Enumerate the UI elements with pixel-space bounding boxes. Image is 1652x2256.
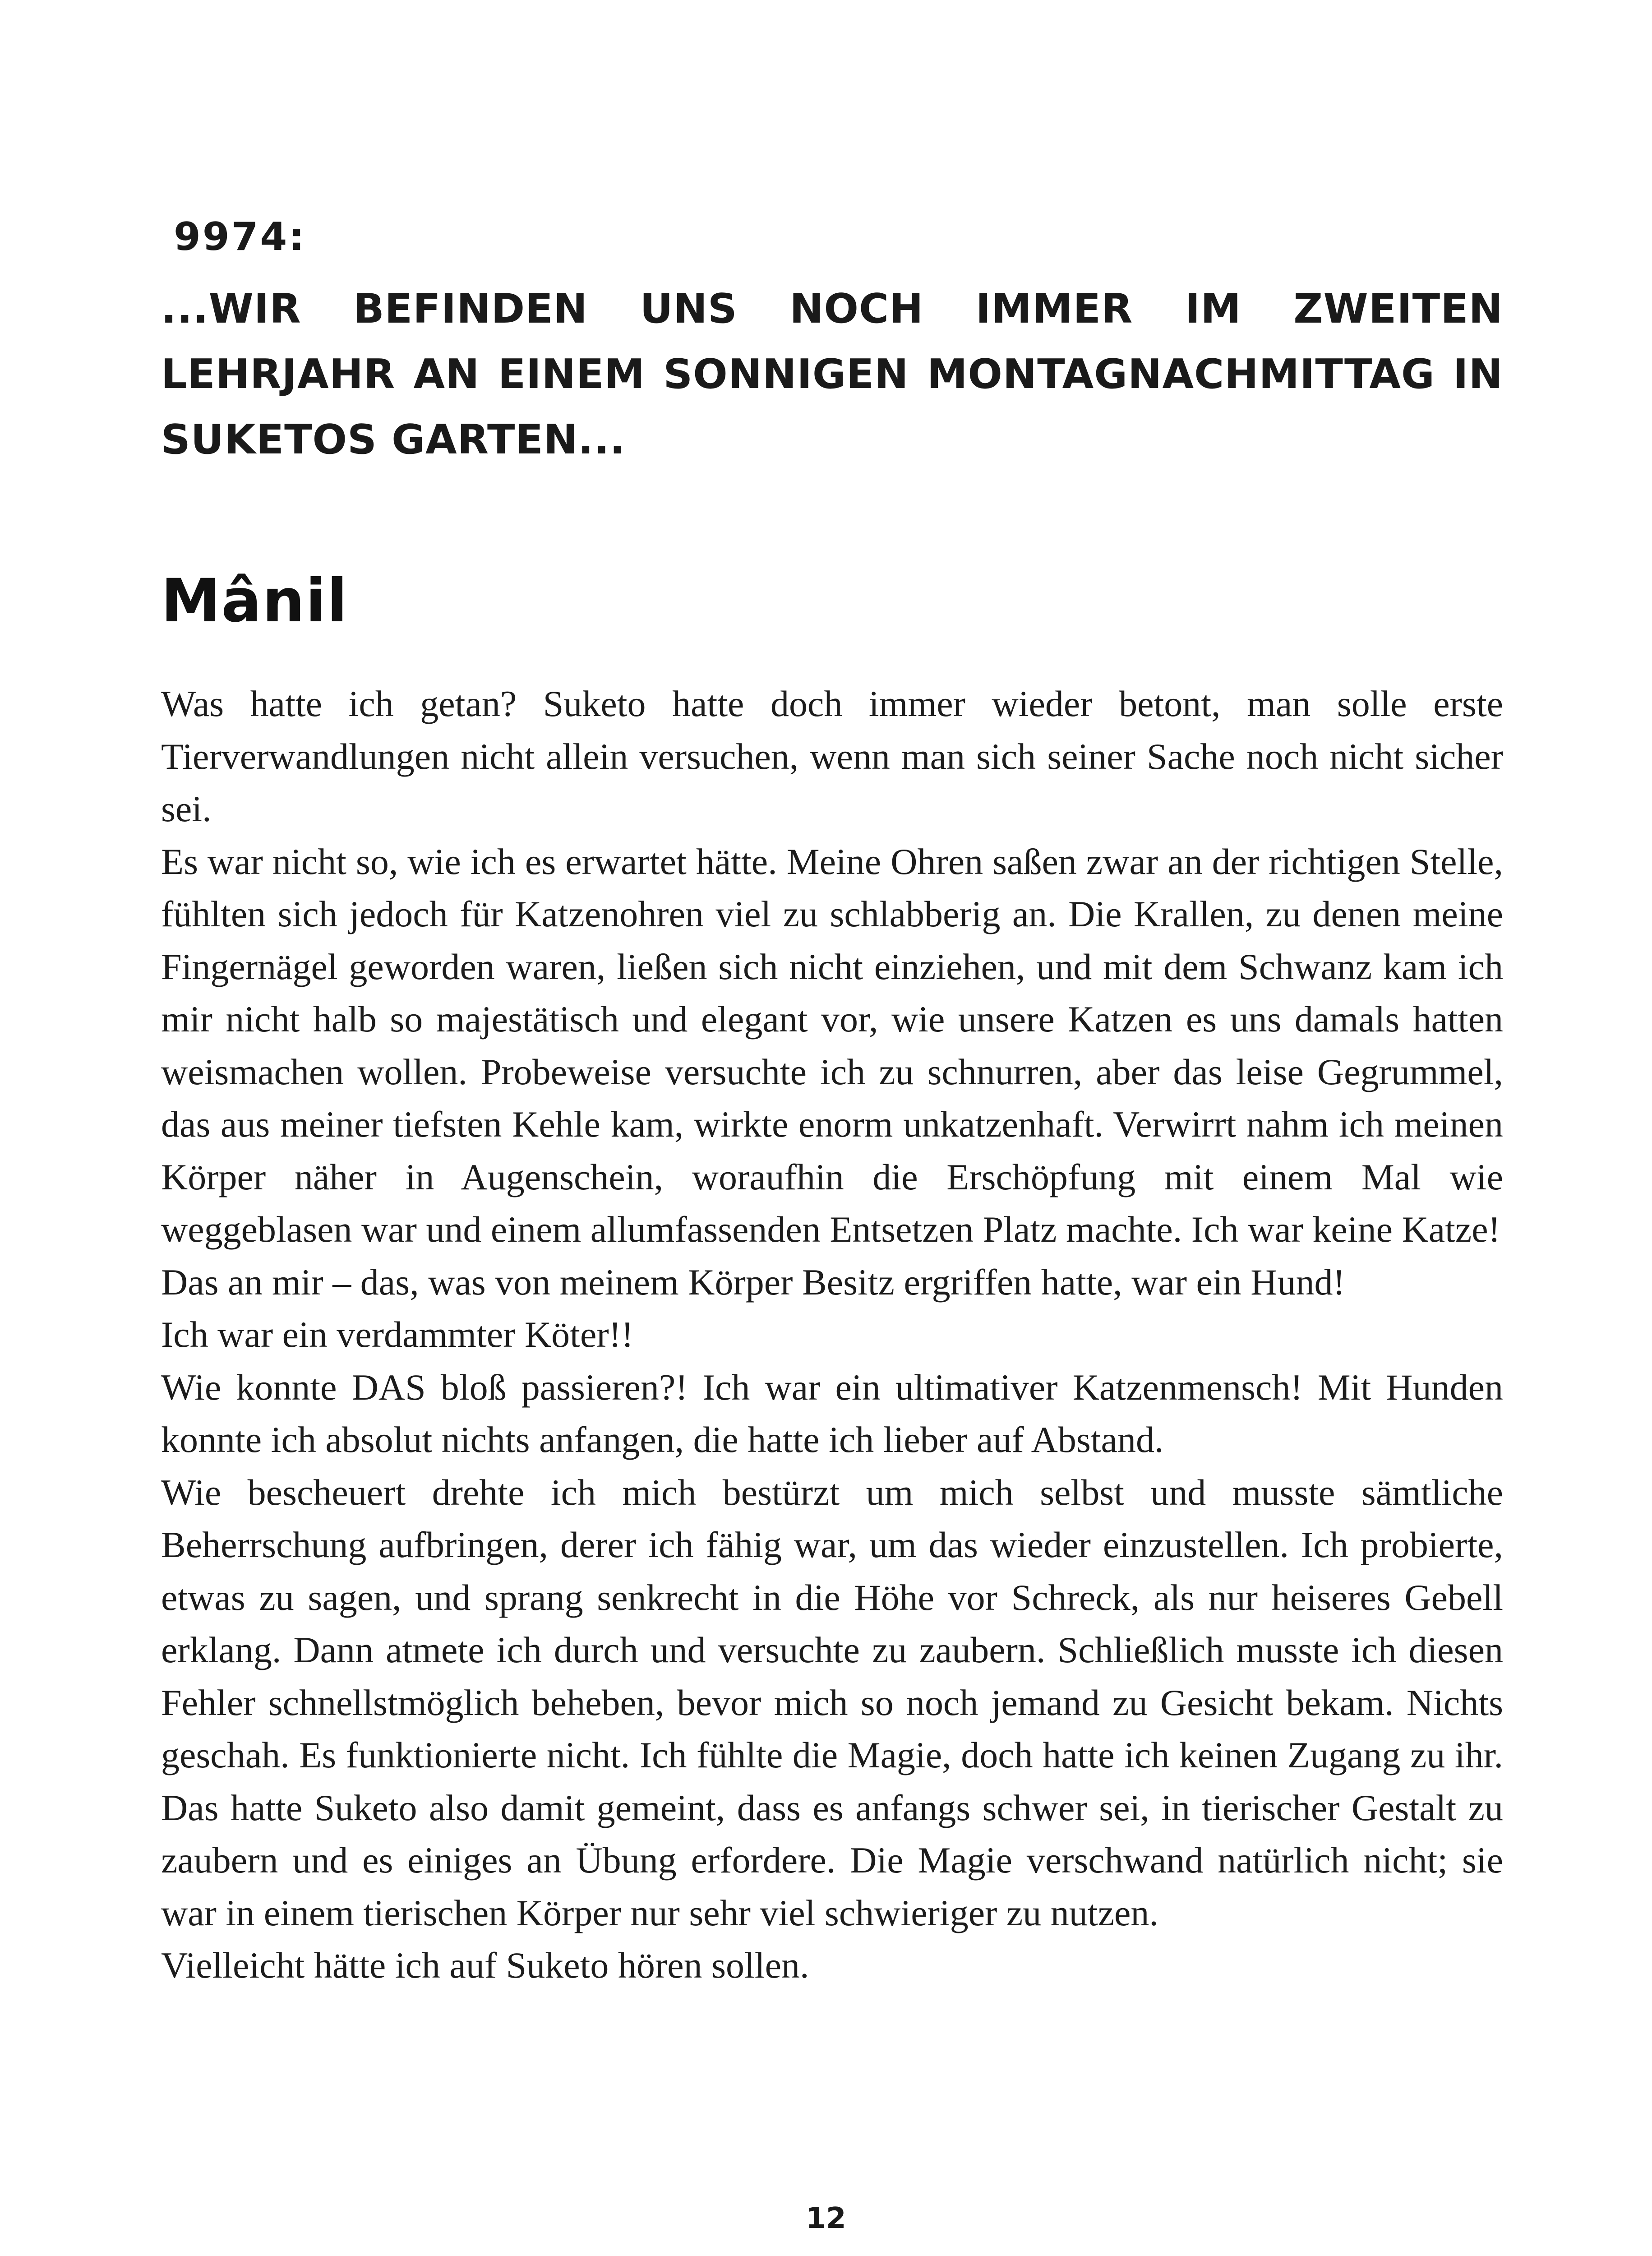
paragraph: Vielleicht hätte ich auf Suketo hören sollen. [161, 1945, 809, 1986]
chapter-intro: ...WIR BEFINDEN UNS NOCH IMMER IM ZWEITEN LEHRJAHR AN EINEM SONNIGEN MONTAGNACHMITTAG IN SUKETOS GARTEN... [161, 285, 1503, 463]
paragraph: Was hatte ich getan? Suketo hatte doch immer wieder betont, man solle erste Tierverwandlungen nicht allein versuchen, wenn man sich seiner Sache noch nicht sicher sei. [161, 683, 1503, 829]
speaker-heading: Mânil [161, 566, 348, 636]
body-text [161, 678, 1503, 1992]
paragraph: Das an mir – das, was von meinem Körper Besitz ergriffen hatte, war ein Hund! [161, 1261, 1345, 1303]
paragraph: Wie bescheuert drehte ich mich bestürzt um mich selbst und musste sämtliche Beherrschung aufbringen, derer ich fähig war, um das wieder einzustellen. Ich probierte, etwas zu sagen, und sprang senkrecht in die Höhe vor Schreck, als nur heiseres Gebell erklang. Dann atmete ich durch und versuchte zu zaubern. Schließlich musste ich diesen Fehler schnellstmöglich beheben, bevor mich so noch jemand zu Gesicht bekam. Nichts geschah. Es funktionierte nicht. Ich fühlte die Magie, doch hatte ich keinen Zugang zu ihr. Das hatte Suketo also damit gemeint, dass es anfangs schwer sei, in tierischer Gestalt zu zaubern und es einiges an Übung erfordere. Die Magie verschwand natürlich nicht; sie war in einem tierischen Körper nur sehr viel schwieriger zu nutzen. [161, 1471, 1503, 1933]
paragraph: Ich war ein verdammter Köter!! [161, 1314, 634, 1355]
paragraph: Wie konnte DAS bloß passieren?! Ich war ein ultimativer Katzenmensch! Mit Hunden konnte ich absolut nichts anfangen, die hatte ich lieber auf Abstand. [161, 1366, 1503, 1460]
page-number: 12 [806, 2202, 846, 2235]
paragraph: Es war nicht so, wie ich es erwartet hätte. Meine Ohren saßen zwar an der richtigen Stelle, fühlten sich jedoch für Katzenohren viel zu schlabberig an. Die Krallen, zu denen meine Fingernägel geworden waren, ließen sich nicht einziehen, und mit dem Schwanz kam ich mir nicht halb so majestätisch und elegant vor, wie unsere Katzen es uns damals hatten weismachen wollen. Probeweise versuchte ich zu schnurren, aber das leise Gegrummel, das aus meiner tiefsten Kehle kam, wirkte enorm unkatzenhaft. Verwirrt nahm ich meinen Körper näher in Augenschein, woraufhin die Erschöpfung mit einem Mal wie weggeblasen war und einem allumfassenden Entsetzen Platz machte. Ich war keine Katze! [161, 841, 1503, 1250]
chapter-number: 9974: [174, 214, 306, 259]
